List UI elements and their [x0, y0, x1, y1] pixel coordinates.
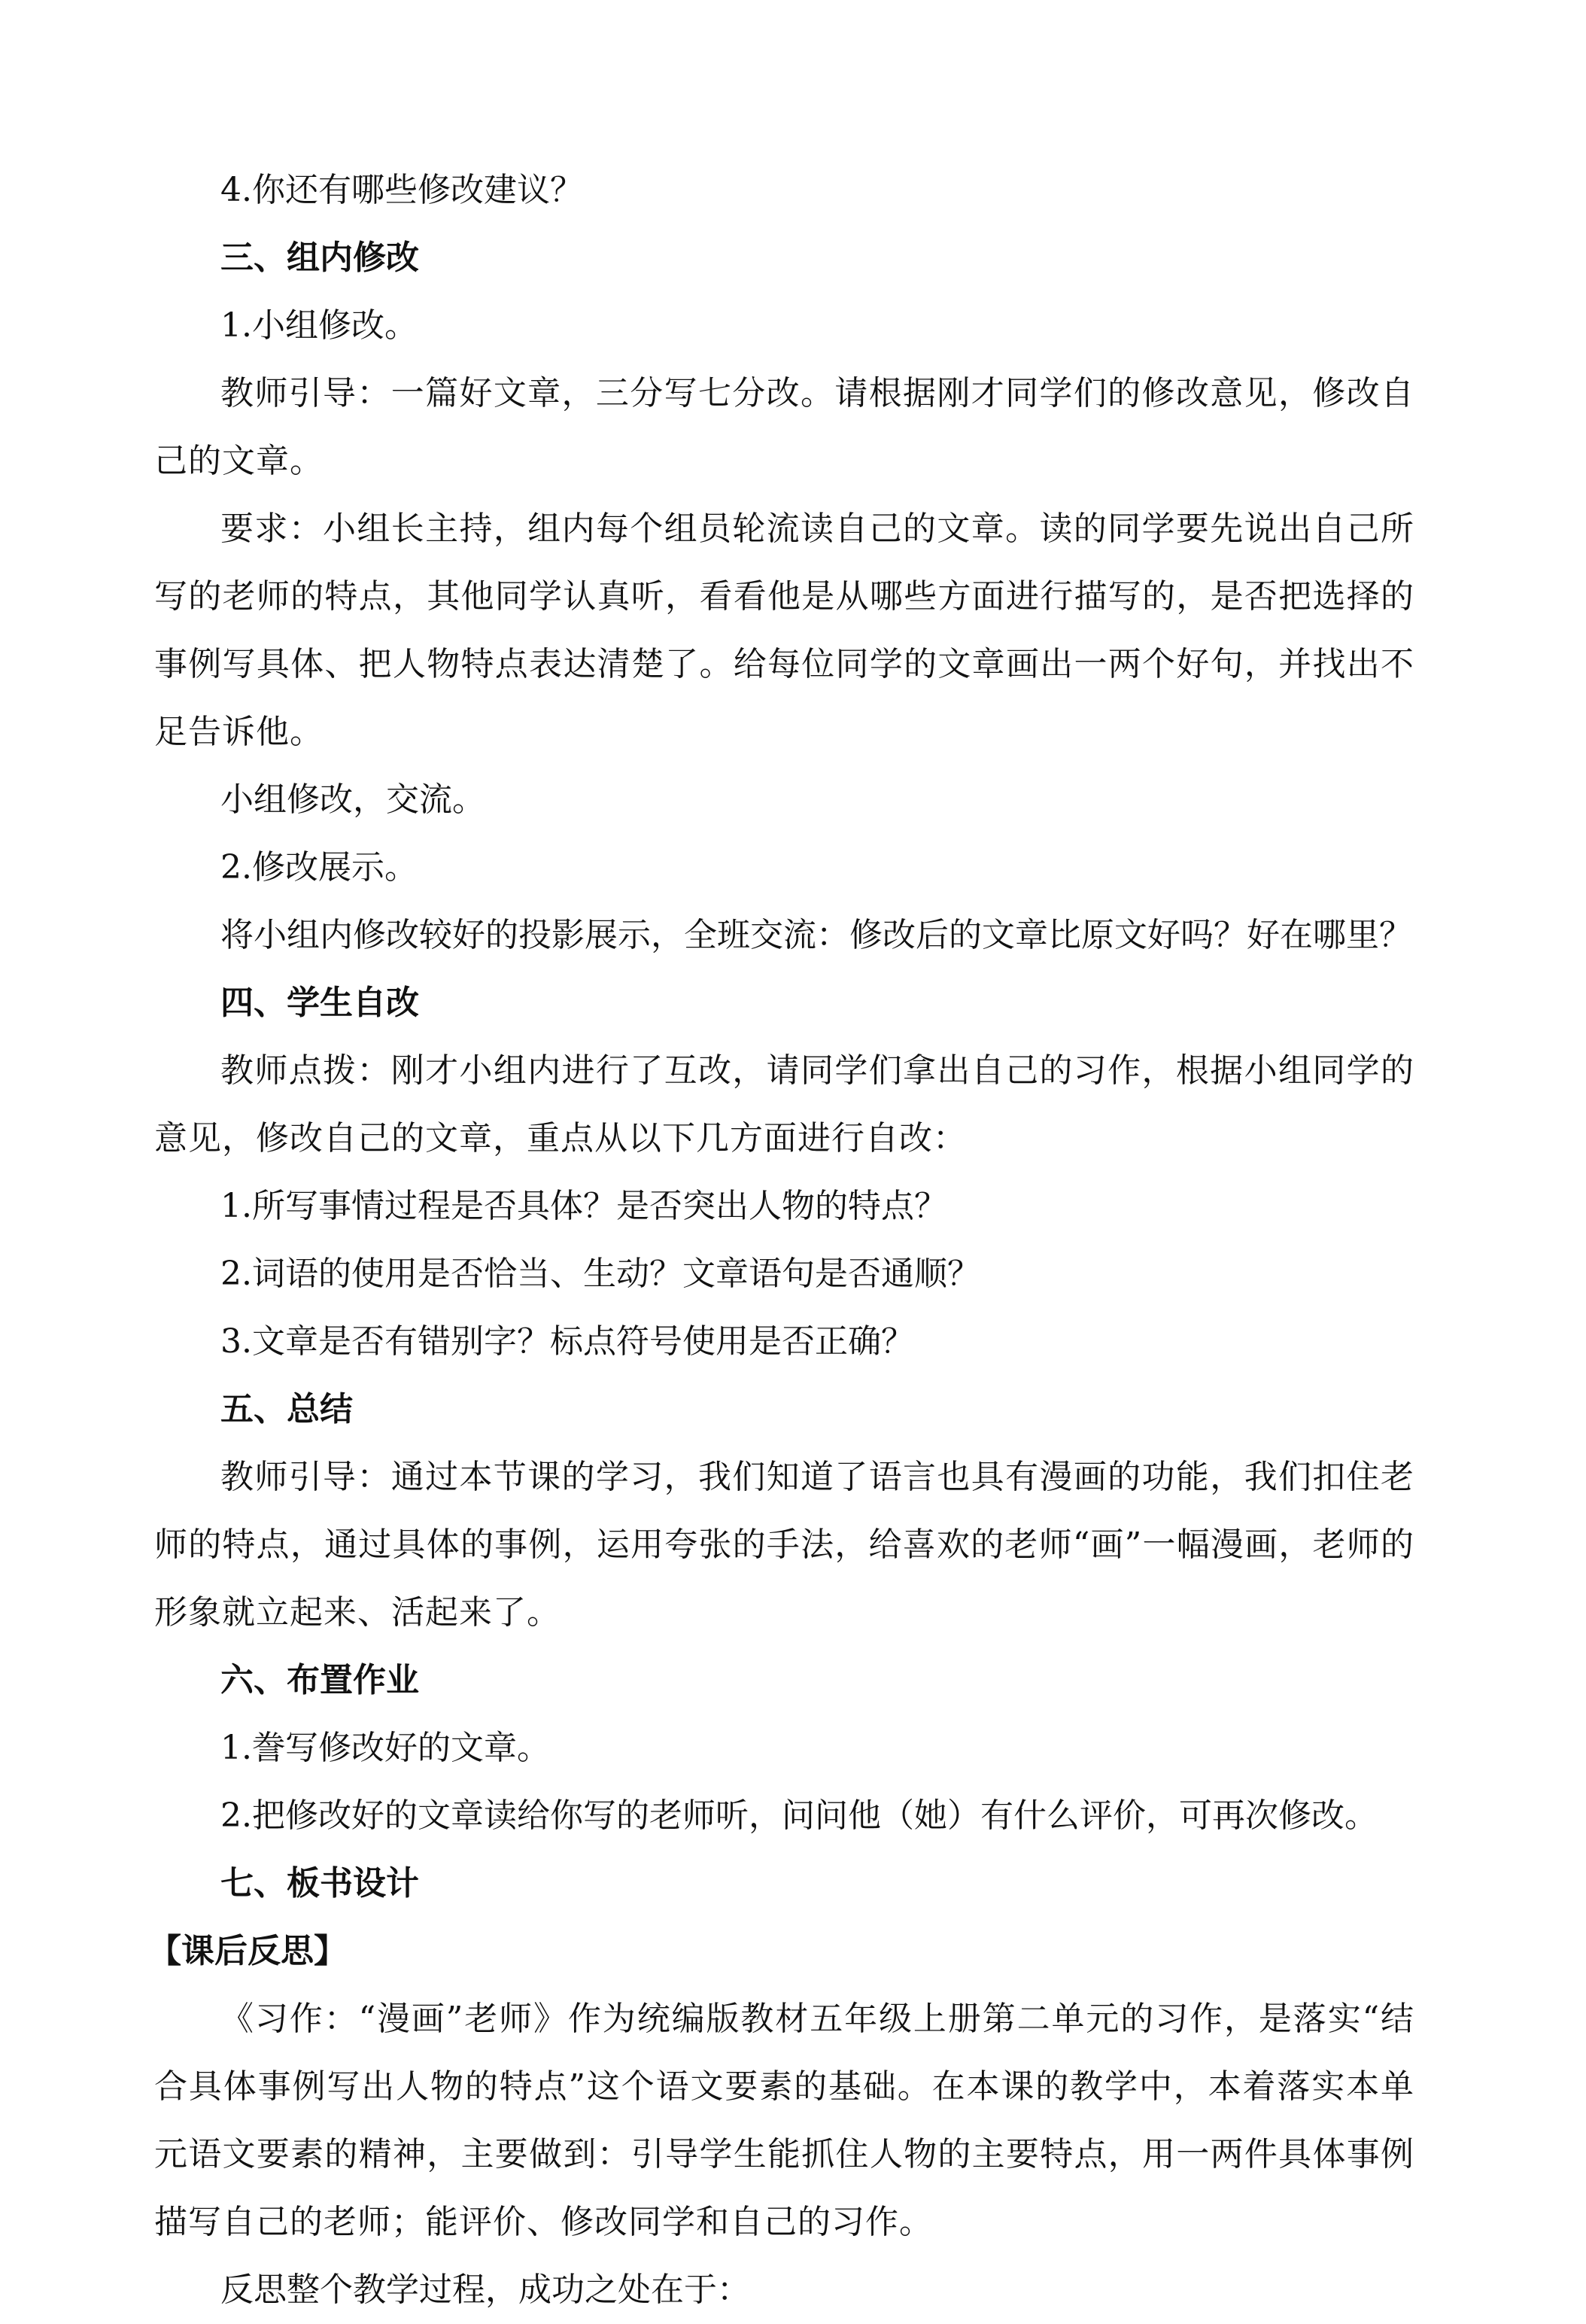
group-exchange-line: 小组修改，交流。 — [220, 780, 485, 819]
section-heading-3: 三、组内修改 — [220, 239, 419, 277]
paragraph-teacher-guide-1: 教师引导：一篇好文章，三分写七分改。请根据刚才同学们的修改意见，修改自己的文章。 — [154, 374, 1414, 480]
homework-1: 1.誊写修改好的文章。 — [220, 1729, 550, 1767]
paragraph-summary: 教师引导：通过本节课的学习，我们知道了语言也具有漫画的功能，我们扣住老师的特点，通过具体的事例，运用夸张的手法，给喜欢的老师“画”一幅漫画，老师的形象就立起来、活起来了。 — [154, 1458, 1414, 1632]
self-check-3: 3.文章是否有错别字？标点符号使用是否正确？ — [220, 1322, 914, 1361]
reflection-success-intro: 反思整个教学过程，成功之处在于： — [220, 2271, 750, 2309]
document-body — [148, 157, 1414, 2324]
section-heading-4: 四、学生自改 — [220, 984, 419, 1022]
paragraph-requirements: 要求：小组长主持，组内每个组员轮流读自己的文章。读的同学要先说出自己所写的老师的特点，其他同学认真听，看看他是从哪些方面进行描写的，是否把选择的事例写具体、把人物特点表达清楚了。给每位同学的文章画出一两个好句，并找出不足告诉他。 — [154, 510, 1414, 751]
question-4: 4.你还有哪些修改建议？ — [220, 171, 583, 209]
step-revision-showcase: 2.修改展示。 — [220, 848, 418, 887]
section-heading-7: 七、板书设计 — [220, 1864, 419, 1903]
showcase-description: 将小组内修改较好的投影展示，全班交流：修改后的文章比原文好吗？好在哪里？ — [220, 916, 1412, 954]
self-check-1: 1.所写事情过程是否具体？是否突出人物的特点？ — [220, 1187, 947, 1225]
self-check-2: 2.词语的使用是否恰当、生动？文章语句是否通顺？ — [220, 1255, 980, 1293]
homework-2: 2.把修改好的文章读给你写的老师听，问问他（她）有什么评价，可再次修改。 — [220, 1796, 1378, 1835]
section-heading-5: 五、总结 — [220, 1390, 353, 1428]
paragraph-reflection: 《习作：“漫画”老师》作为统编版教材五年级上册第二单元的习作，是落实“结合具体事例写出人物的特点”这个语文要素的基础。在本课的教学中，本着落实本单元语文要素的精神，主要做到：引导学生能抓住人物的主要特点，用一两件具体事例描写自己的老师；能评价、修改同学和自己的习作。 — [154, 2000, 1414, 2241]
paragraph-teacher-tips: 教师点拨：刚才小组内进行了互改，请同学们拿出自己的习作，根据小组同学的意见，修改自己的文章，重点从以下几方面进行自改： — [154, 1051, 1414, 1157]
reflection-heading: 【课后反思】 — [148, 1932, 347, 1970]
section-heading-6: 六、布置作业 — [220, 1661, 419, 1699]
step-group-revision: 1.小组修改。 — [220, 306, 418, 345]
